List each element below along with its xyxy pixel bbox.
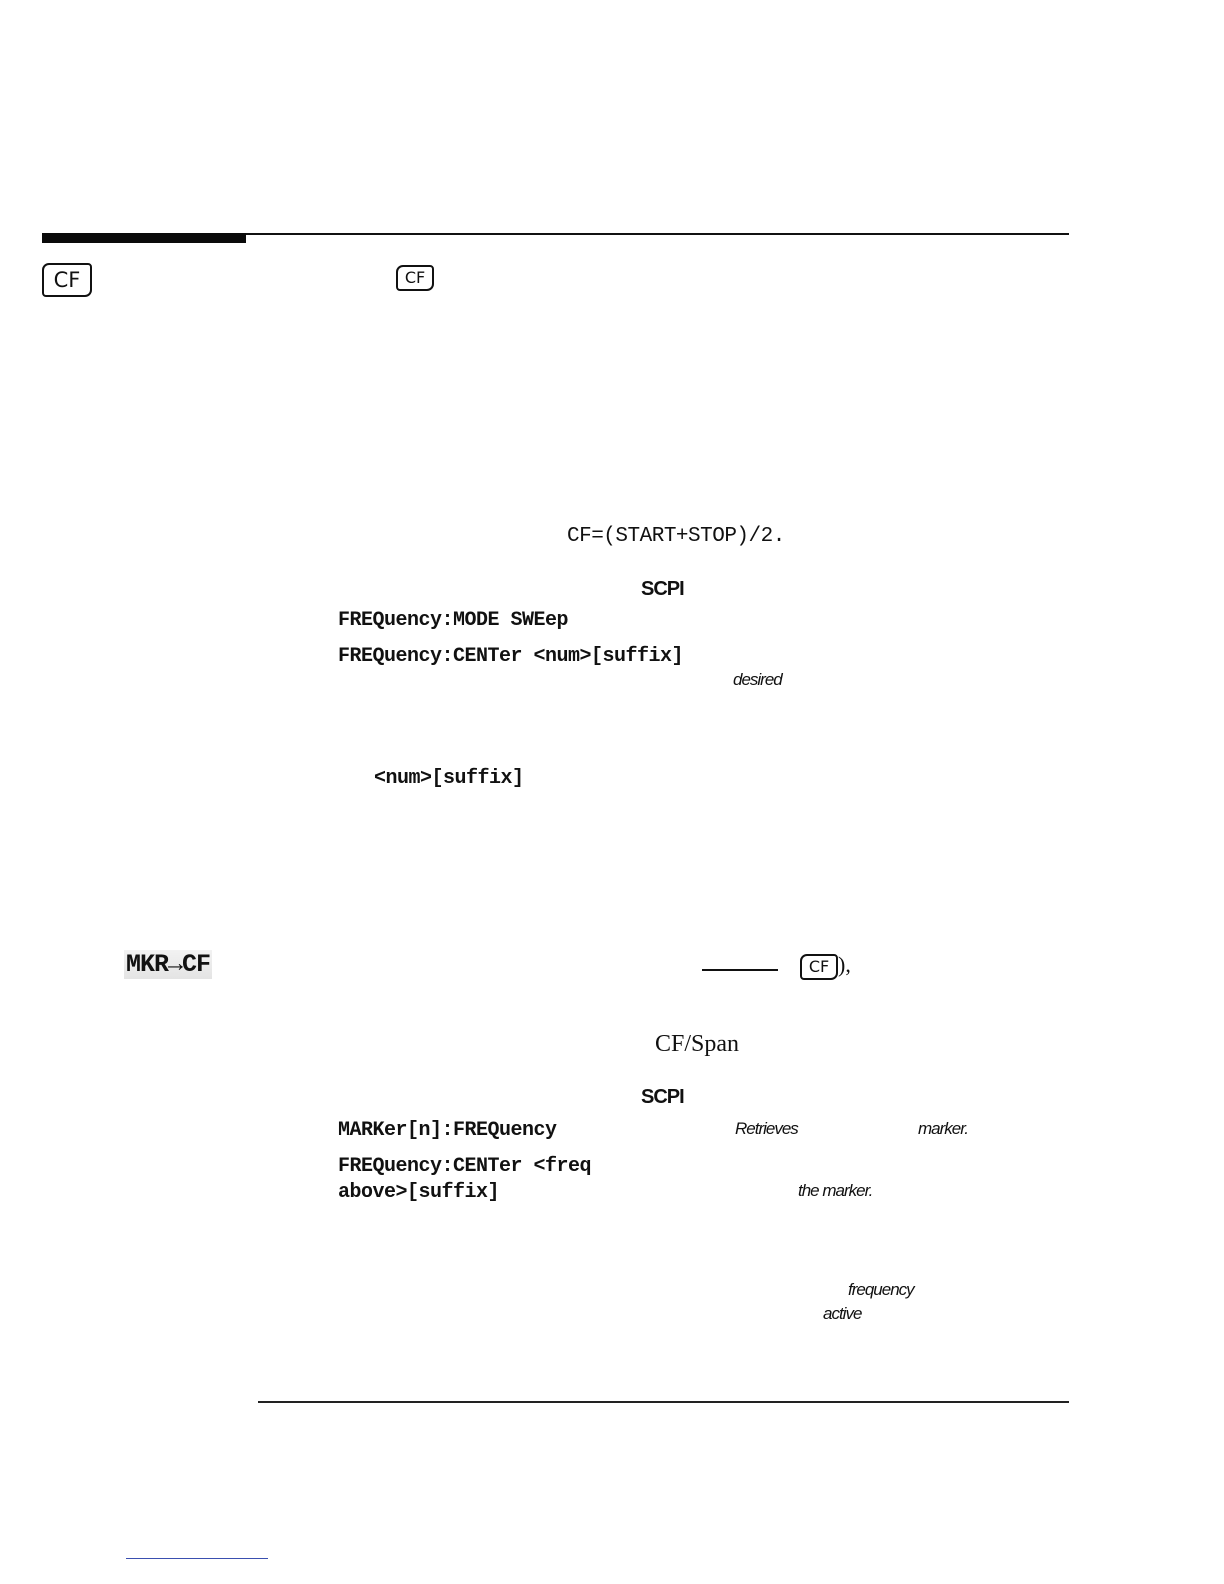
section-header-thin-rule xyxy=(246,233,1069,235)
word-the-marker: the marker. xyxy=(798,1181,873,1200)
scpi-command-center-freq-line2: above>[suffix] xyxy=(338,1181,500,1204)
word-frequency: frequency xyxy=(848,1280,914,1299)
cf-side-key: CF xyxy=(42,263,92,297)
section-header-thick-rule xyxy=(42,233,246,243)
word-desired: desired xyxy=(733,670,782,689)
word-marker: marker. xyxy=(918,1119,968,1138)
scpi-heading-cf: SCPI xyxy=(641,578,684,600)
param-num-suffix: <num>[suffix] xyxy=(374,767,524,790)
cf-key-inline-mkr: CF xyxy=(800,954,838,980)
scpi-command-center-freq-line1: FREQuency:CENTer <freq xyxy=(338,1155,592,1178)
center-frequency-formula: CF=(START+STOP)/2. xyxy=(567,525,785,548)
word-active: active xyxy=(823,1304,862,1323)
scpi-command-frequency-center: FREQuency:CENTer <num>[suffix] xyxy=(338,645,684,668)
scpi-command-marker-frequency: MARKer[n]:FREQuency xyxy=(338,1119,557,1142)
cf-span-text: CF/Span xyxy=(655,1031,740,1057)
mkr-inline-key-group xyxy=(800,952,851,980)
key-suffix-punctuation: ), xyxy=(838,952,851,977)
footer-rule xyxy=(258,1401,1069,1403)
cf-inline-key: CF xyxy=(396,265,434,291)
word-retrieves: Retrieves xyxy=(735,1119,798,1138)
mkr-to-cf-softkey: MKR→CF xyxy=(126,950,211,979)
footer-link-underline xyxy=(126,1558,268,1559)
scpi-heading-mkr: SCPI xyxy=(641,1086,684,1108)
blank-underline xyxy=(702,969,778,971)
scpi-command-frequency-mode: FREQuency:MODE SWEep xyxy=(338,609,569,632)
